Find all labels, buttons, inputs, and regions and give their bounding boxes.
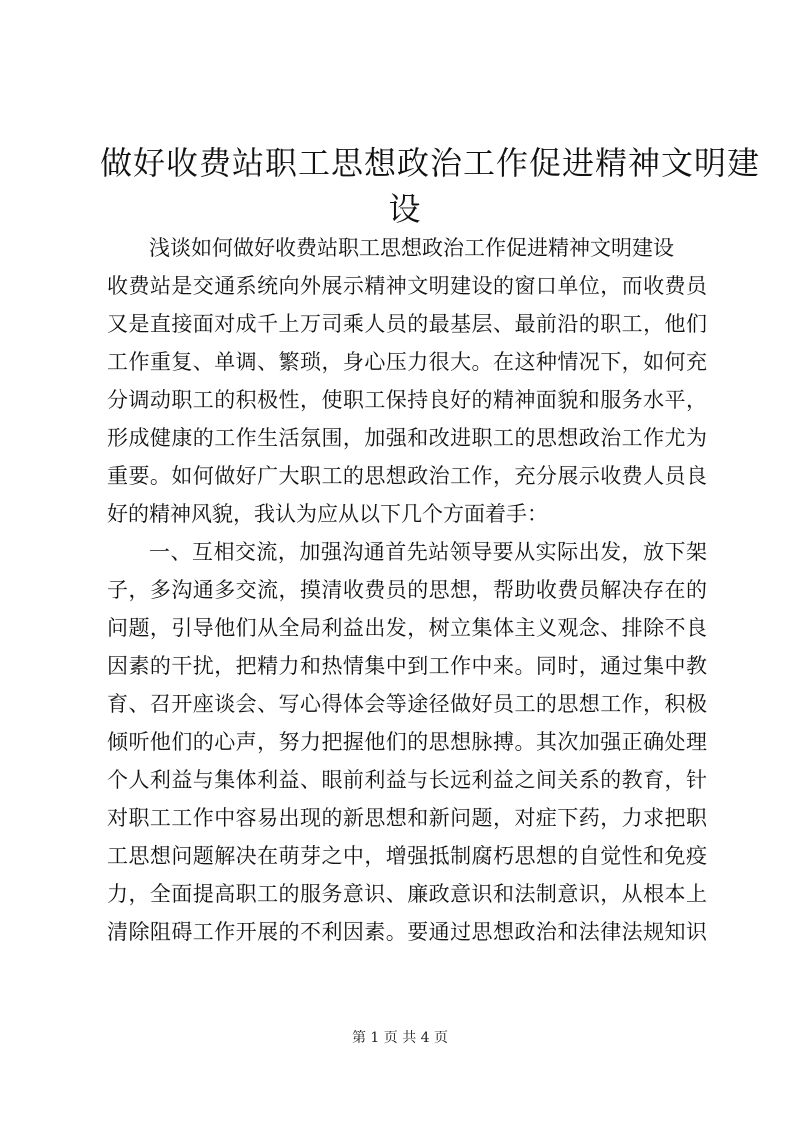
paragraph-line: 一、互相交流，加强沟通首先站领导要从实际出发，放下架 [149, 540, 707, 564]
document-title [100, 140, 761, 232]
title-line: 设 [388, 190, 422, 228]
title-line: 做好收费站职工思想政治工作促进精神文明建 [100, 144, 761, 182]
paragraph-line: 工思想问题解决在萌芽之中，增强抵制腐朽思想的自觉性和免疫 [107, 844, 707, 868]
paragraph-line: 好的精神风貌，我认为应从以下几个方面着手： [107, 502, 548, 526]
subtitle-line: 浅谈如何做好收费站职工思想政治工作促进精神文明建设 [149, 236, 674, 260]
paragraph-line: 又是直接面对成千上万司乘人员的最基层、最前沿的职工，他们 [107, 312, 707, 336]
paragraph-line: 子，多沟通多交流，摸清收费员的思想，帮助收费员解决存在的 [107, 578, 707, 602]
page-footer [0, 1028, 800, 1048]
page-indicator: 第 1 页 共 4 页 [351, 1030, 449, 1046]
paragraph-line: 分调动职工的积极性，使职工保持良好的精神面貌和服务水平， [107, 388, 707, 412]
paragraph-line: 倾听他们的心声，努力把握他们的思想脉搏。其次加强正确处理 [107, 730, 707, 754]
document-body [107, 229, 707, 951]
paragraph-line: 个人利益与集体利益、眼前利益与长远利益之间关系的教育，针 [107, 768, 707, 792]
paragraph-line: 力，全面提高职工的服务意识、廉政意识和法制意识，从根本上 [107, 882, 707, 906]
paragraph-line: 重要。如何做好广大职工的思想政治工作，充分展示收费人员良 [107, 464, 707, 488]
paragraph-line: 对职工工作中容易出现的新思想和新问题，对症下药，力求把职 [107, 806, 707, 830]
paragraph-line: 收费站是交通系统向外展示精神文明建设的窗口单位，而收费员 [107, 274, 707, 298]
paragraph-line: 育、召开座谈会、写心得体会等途径做好员工的思想工作，积极 [107, 692, 707, 716]
paragraph-line: 因素的干扰，把精力和热情集中到工作中来。同时，通过集中教 [107, 654, 707, 678]
paragraph-line: 清除阻碍工作开展的不利因素。要通过思想政治和法律法规知识 [107, 920, 707, 944]
paragraph-line: 问题，引导他们从全局利益出发，树立集体主义观念、排除不良 [107, 616, 707, 640]
paragraph-line: 工作重复、单调、繁琐，身心压力很大。在这种情况下，如何充 [107, 350, 707, 374]
paragraph-line: 形成健康的工作生活氛围，加强和改进职工的思想政治工作尤为 [107, 426, 707, 450]
